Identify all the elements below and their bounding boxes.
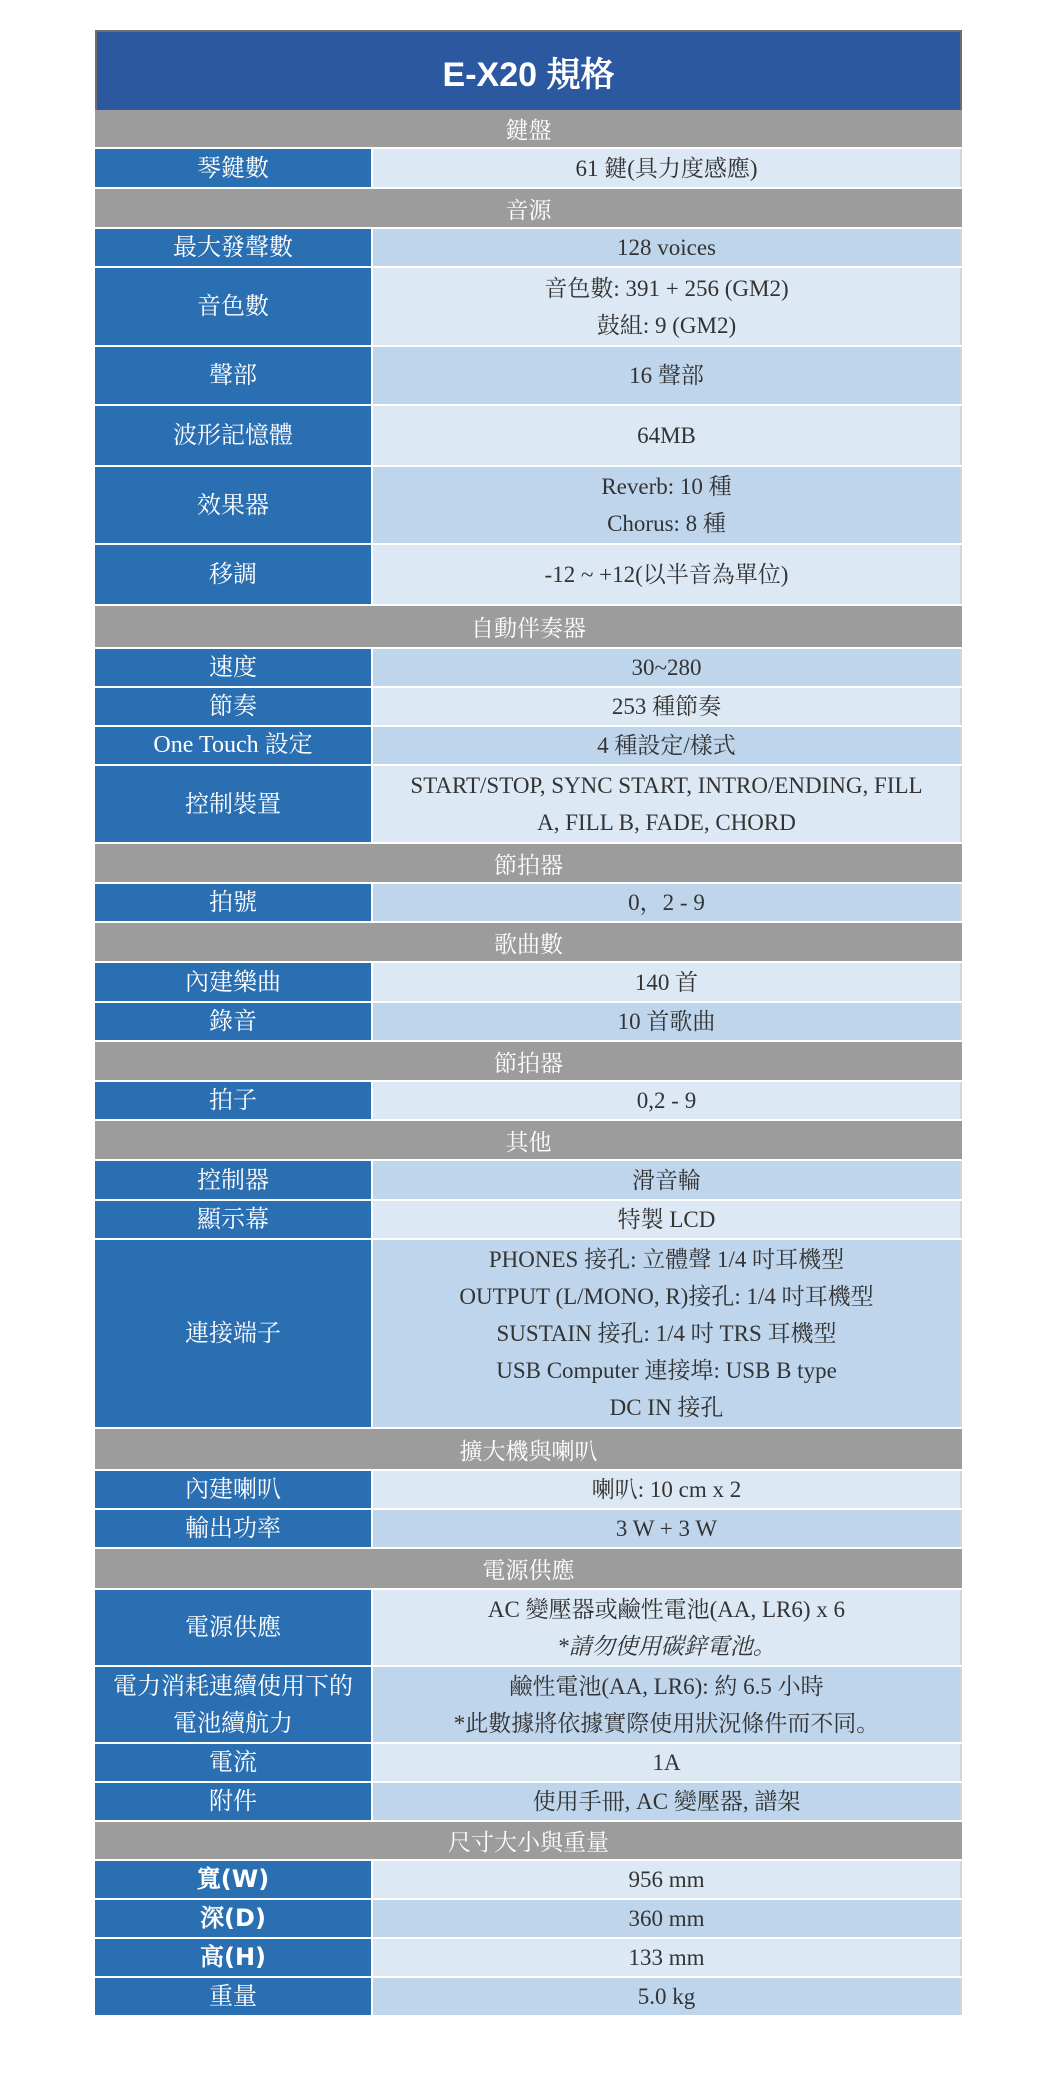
section-power: 電源供應	[95, 1549, 962, 1590]
row-value: 30~280	[373, 649, 962, 686]
spec-row-tempo	[95, 649, 962, 688]
row-value: 140 首	[373, 963, 962, 1001]
spec-row-wave-memory	[95, 406, 962, 467]
spec-row-controls	[95, 766, 962, 844]
row-label: 控制裝置	[95, 766, 373, 842]
value-line: USB Computer 連接埠: USB B type	[496, 1358, 837, 1383]
spec-row-time-signature	[95, 884, 962, 923]
row-label: 錄音	[95, 1003, 373, 1040]
value-line: PHONES 接孔: 立體聲 1/4 吋耳機型	[488, 1247, 845, 1272]
section-accompaniment: 自動伴奏器	[95, 606, 962, 649]
spec-row-controller	[95, 1161, 962, 1201]
row-label: One Touch 設定	[95, 727, 373, 764]
row-label: 控制器	[95, 1161, 373, 1199]
value-line: OUTPUT (L/MONO, R)接孔: 1/4 吋耳機型	[459, 1284, 874, 1309]
section-metronome: 節拍器	[95, 844, 962, 884]
spec-row-output-power	[95, 1510, 962, 1549]
row-value: -12 ~ +12(以半音為單位)	[373, 545, 962, 604]
value-line: A, FILL B, FADE, CHORD	[537, 810, 796, 835]
section-songs: 歌曲數	[95, 923, 962, 963]
row-label: 最大發聲數	[95, 229, 373, 266]
row-label: 顯示幕	[95, 1201, 373, 1238]
row-label: 拍號	[95, 884, 373, 921]
row-label: 聲部	[95, 347, 373, 404]
spec-row-builtin-songs	[95, 963, 962, 1003]
row-value: 956 mm	[373, 1861, 962, 1898]
row-label: 附件	[95, 1783, 373, 1820]
row-value: 61 鍵(具力度感應)	[373, 149, 962, 187]
spec-table	[95, 30, 962, 2015]
row-value	[373, 1240, 962, 1427]
value-line: 音色數: 391 + 256 (GM2)	[544, 275, 789, 301]
row-value: 使用手冊, AC 變壓器, 譜架	[373, 1783, 962, 1820]
row-label: 內建喇叭	[95, 1471, 373, 1508]
row-value	[373, 467, 962, 543]
row-value: 1A	[373, 1744, 962, 1781]
row-value: 16 聲部	[373, 347, 962, 404]
row-label: 深(D)	[95, 1900, 373, 1937]
label-line: 電池續航力	[173, 1708, 293, 1737]
section-dimensions: 尺寸大小與重量	[95, 1822, 962, 1861]
row-value	[373, 1667, 962, 1742]
section-keyboard: 鍵盤	[95, 110, 962, 149]
value-note: *請勿使用碳鋅電池。	[557, 1633, 776, 1659]
spec-row-depth	[95, 1900, 962, 1939]
spec-row-height	[95, 1939, 962, 1978]
row-value: 4 種設定/樣式	[373, 727, 962, 764]
spec-row-beat	[95, 1082, 962, 1121]
section-metronome-2: 節拍器	[95, 1042, 962, 1082]
spec-row-power-supply	[95, 1590, 962, 1667]
spec-row-speakers	[95, 1471, 962, 1510]
row-label: 琴鍵數	[95, 149, 373, 187]
value-line: 鹼性電池(AA, LR6): 約 6.5 小時	[509, 1673, 824, 1699]
value-line: Chorus: 8 種	[607, 511, 726, 536]
value-line: START/STOP, SYNC START, INTRO/ENDING, FILL	[410, 773, 923, 798]
spec-row-weight	[95, 1978, 962, 2015]
spec-row-display	[95, 1201, 962, 1240]
spec-row-voices	[95, 268, 962, 347]
row-value: 128 voices	[373, 229, 962, 266]
spec-row-transpose	[95, 545, 962, 606]
section-other: 其他	[95, 1121, 962, 1161]
value-line: Reverb: 10 種	[601, 474, 732, 499]
row-value: 滑音輪	[373, 1161, 962, 1199]
row-label: 音色數	[95, 268, 373, 345]
row-value: 253 種節奏	[373, 688, 962, 725]
spec-row-polyphony	[95, 229, 962, 268]
row-label: 高(H)	[95, 1939, 373, 1976]
value-line: *此數據將依據實際使用狀況條件而不同。	[453, 1710, 880, 1736]
row-value: 360 mm	[373, 1900, 962, 1937]
spec-row-recording	[95, 1003, 962, 1042]
spec-row-connectors	[95, 1240, 962, 1429]
row-label: 速度	[95, 649, 373, 686]
spec-row-current	[95, 1744, 962, 1783]
row-label: 重量	[95, 1978, 373, 2015]
section-amp-speakers: 擴大機與喇叭	[95, 1429, 962, 1471]
spec-row-keys	[95, 149, 962, 189]
row-value: 喇叭: 10 cm x 2	[373, 1471, 962, 1508]
row-value: 特製 LCD	[373, 1201, 962, 1238]
row-value: 133 mm	[373, 1939, 962, 1976]
row-label: 電源供應	[95, 1590, 373, 1665]
value-line: SUSTAIN 接孔: 1/4 吋 TRS 耳機型	[496, 1321, 837, 1346]
row-label: 效果器	[95, 467, 373, 543]
row-label: 內建樂曲	[95, 963, 373, 1001]
row-value: 64MB	[373, 406, 962, 465]
value-line: DC IN 接孔	[609, 1395, 724, 1420]
row-label: 連接端子	[95, 1240, 373, 1427]
row-value: 0，2 - 9	[373, 884, 962, 921]
spec-row-effects	[95, 467, 962, 545]
row-value	[373, 1590, 962, 1665]
row-value: 3 W + 3 W	[373, 1510, 962, 1547]
section-tone: 音源	[95, 189, 962, 229]
row-value	[373, 268, 962, 345]
row-value: 10 首歌曲	[373, 1003, 962, 1040]
value-line: AC 變壓器或鹼性電池(AA, LR6) x 6	[487, 1596, 846, 1622]
spec-row-battery-life	[95, 1667, 962, 1744]
row-label: 寬(W)	[95, 1861, 373, 1898]
label-line: 電力消耗連續使用下的	[113, 1671, 353, 1700]
spec-row-parts	[95, 347, 962, 406]
row-label: 節奏	[95, 688, 373, 725]
row-value: 0,2 - 9	[373, 1082, 962, 1119]
row-label	[95, 1667, 373, 1742]
row-label: 電流	[95, 1744, 373, 1781]
row-label: 移調	[95, 545, 373, 604]
spec-row-accessories	[95, 1783, 962, 1822]
row-label: 輸出功率	[95, 1510, 373, 1547]
spec-title: E-X20 規格	[95, 30, 962, 110]
row-value: 5.0 kg	[373, 1978, 962, 2015]
spec-row-one-touch	[95, 727, 962, 766]
row-label: 拍子	[95, 1082, 373, 1119]
row-label: 波形記憶體	[95, 406, 373, 465]
row-value	[373, 766, 962, 842]
spec-row-rhythms	[95, 688, 962, 727]
value-line: 鼓組: 9 (GM2)	[596, 312, 737, 338]
spec-row-width	[95, 1861, 962, 1900]
